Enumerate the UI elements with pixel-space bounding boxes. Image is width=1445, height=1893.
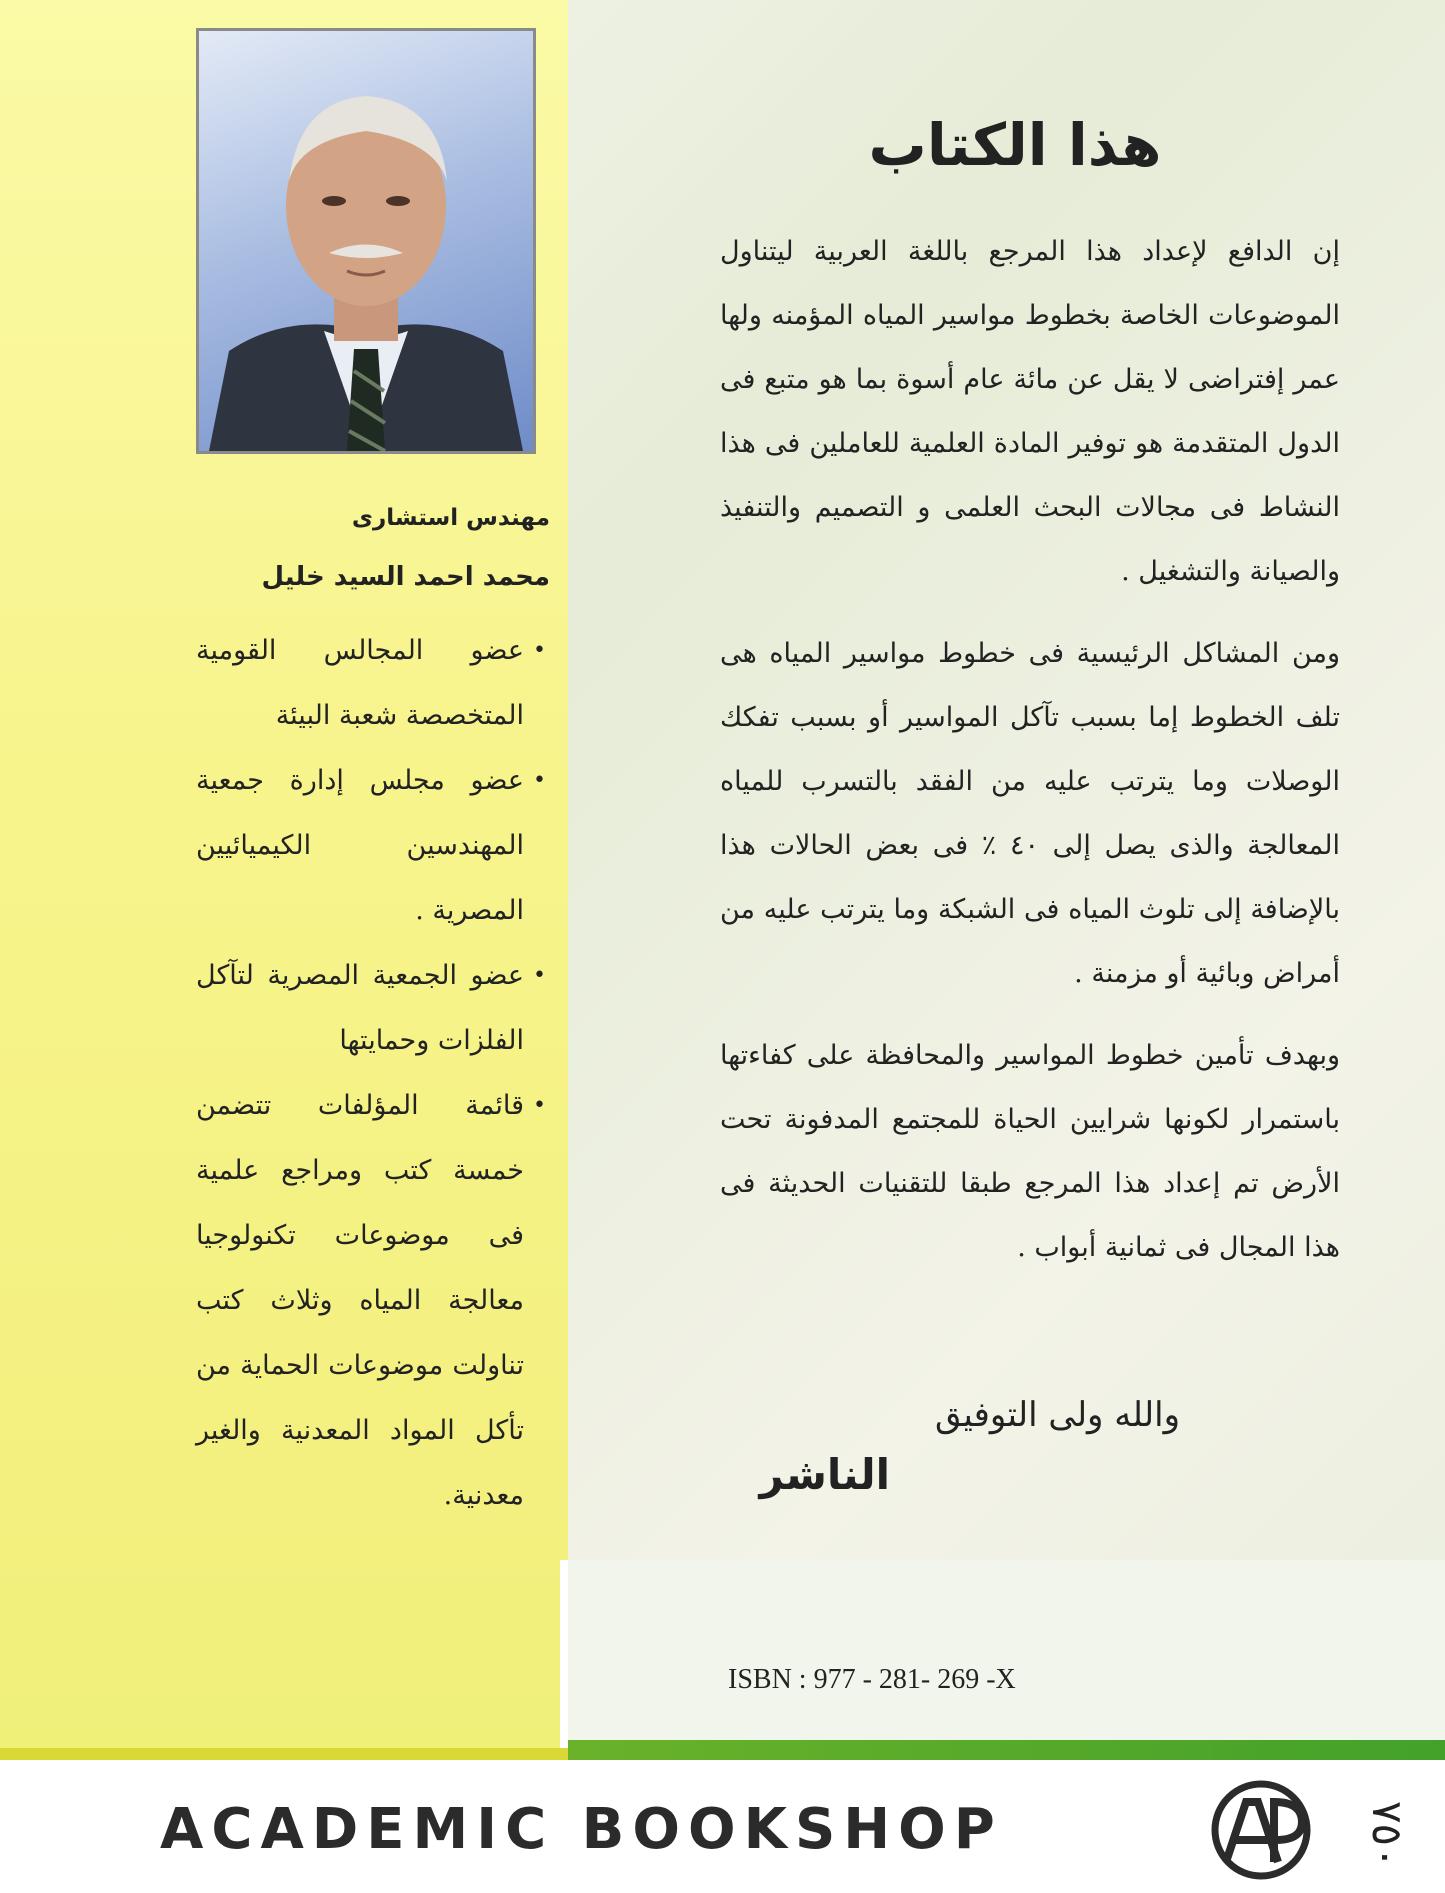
author-role: مهندس استشارى [351, 505, 550, 531]
book-heading: هذا الكتاب [868, 111, 1162, 179]
bio-text: عضو الجمعية المصرية لتآكل الفلزات وحمايتها [196, 960, 524, 1056]
bio-item [196, 748, 546, 943]
bio-item [196, 618, 546, 748]
yellow-stripe [0, 1748, 568, 1760]
panel-divider [560, 1560, 568, 1750]
publisher-logo-icon [1196, 1780, 1326, 1880]
green-stripe [568, 1740, 1445, 1760]
main-panel-lower [568, 1560, 1445, 1750]
author-name: محمد احمد السيد خليل [261, 562, 550, 592]
description-paragraph: وبهدف تأمين خطوط المواسير والمحافظة على كفاءتها باستمرار لكونها شرايين الحياة للمجتمع المدفونة تحت الأرض تم إعداد هذا المرجع طبقا للتقنيات الحديثة فى هذا المجال فى ثمانية أبواب . [720, 1040, 1340, 1263]
bio-text: عضو المجالس القومية المتخصصة شعبة البيئة [196, 635, 524, 731]
publisher-signature: الناشر [759, 1450, 890, 1499]
bullet-icon: • [533, 1093, 546, 1118]
book-description [720, 220, 1340, 1298]
bio-text: عضو مجلس إدارة جمعية المهندسين الكيميائيين المصرية . [196, 765, 524, 926]
isbn: ISBN : 977 - 281- 269 -X [728, 1664, 1016, 1695]
author-bio-list [196, 618, 546, 1528]
closing-line: والله ولى التوفيق [935, 1395, 1180, 1435]
price: ٧٥٠ [1363, 1801, 1412, 1869]
author-panel-lower [0, 1560, 560, 1750]
bullet-icon: • [533, 638, 546, 663]
bio-item [196, 1073, 546, 1528]
description-paragraph: إن الدافع لإعداد هذا المرجع باللغة العربية ليتناول الموضوعات الخاصة بخطوط مواسير المياه المؤمنه ولها عمر إفتراضى لا يقل عن مائة عام أسوة بما هو متبع فى الدول المتقدمة هو توفير المادة العلمية للعاملين فى هذا النشاط فى مجالات البحث العلمى و التصميم والتنفيذ والصيانة والتشغيل . [720, 236, 1340, 587]
publisher-brand: ACADEMIC BOOKSHOP [160, 1797, 1003, 1862]
description-paragraph: ومن المشاكل الرئيسية فى خطوط مواسير المياه هى تلف الخطوط إما بسبب تآكل المواسير أو بسبب تفكك الوصلات وما يترتب عليه من الفقد بالتسرب للمياه المعالجة والذى يصل إلى ٤٠ ٪ فى بعض الحالات هذا بالإضافة إلى تلوث المياه فى الشبكة وما يترتب عليه من أمراض وبائية أو مزمنة . [720, 638, 1340, 989]
bio-text: قائمة المؤلفات تتضمن خمسة كتب ومراجع علمية فى موضوعات تكنولوجيا معالجة المياه وثلاث كتب تناولت موضوعات الحماية من تأكل المواد المعدنية والغير معدنية. [196, 1090, 524, 1511]
author-photo [196, 28, 536, 454]
bullet-icon: • [533, 963, 546, 988]
bullet-icon: • [533, 768, 546, 793]
bio-item [196, 943, 546, 1073]
